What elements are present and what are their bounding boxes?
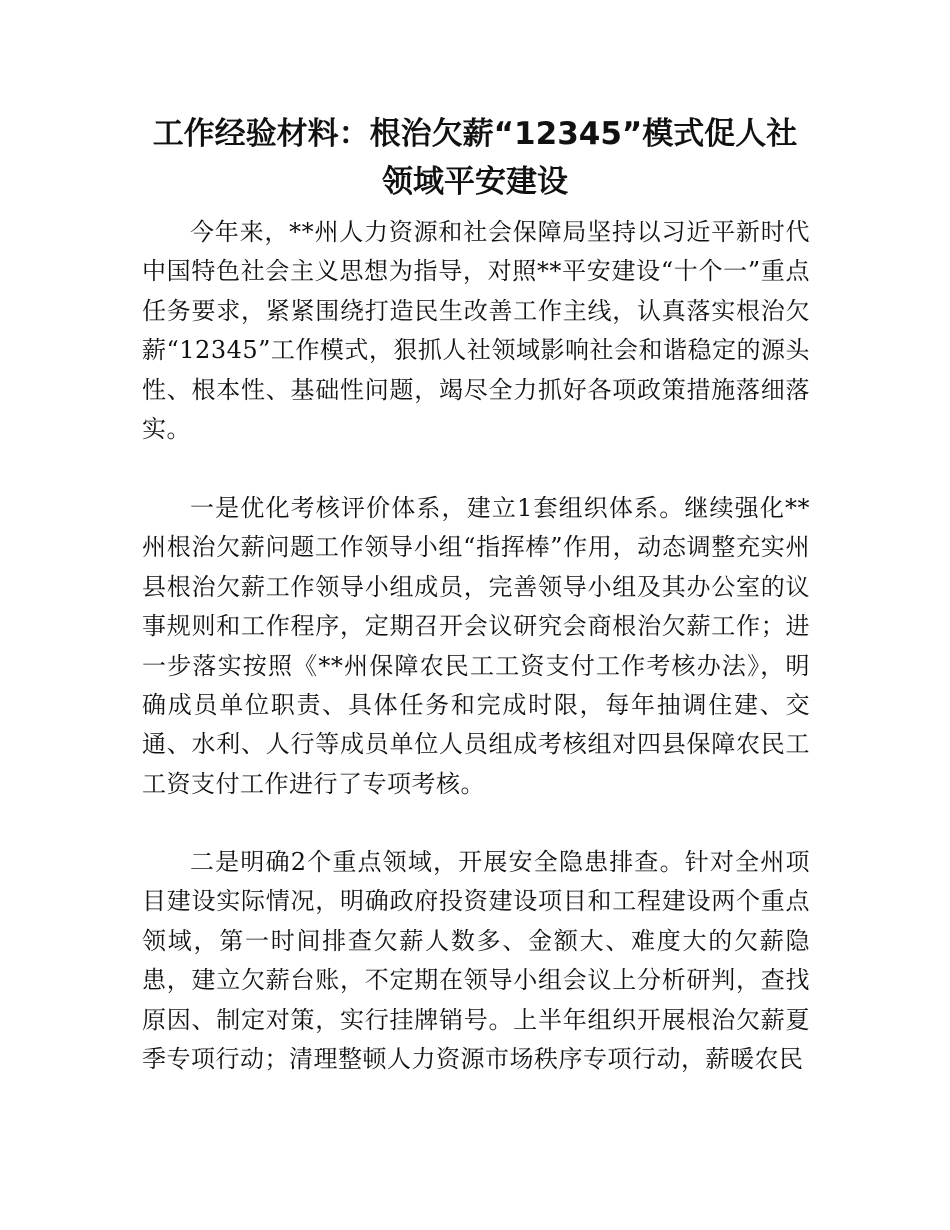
paragraph-key-areas: 二是明确2个重点领域，开展安全隐患排查。针对全州项目建设实际情况，明确政府投资建设项目和工程建设两个重点领域，第一时间排查欠薪人数多、金额大、难度大的欠薪隐患，建立欠薪台账，不定期在领导小组会议上分析研判，查找原因、制定对策，实行挂牌销号。上半年组织开展根治欠薪夏季专项行动；清理整顿人力资源市场秩序专项行动，薪暖农民 <box>142 848 810 1074</box>
paragraph-intro: 今年来，**州人力资源和社会保障局坚持以习近平新时代中国特色社会主义思想为指导，对照**平安建设“十个一”重点任务要求，紧紧围绕打造民生改善工作主线，认真落实根治欠薪“12345”工作模式，狠抓人社领域影响社会和谐稳定的源头性、根本性、基础性问题，竭尽全力抓好各项政策措施落细落实。 <box>142 218 810 444</box>
document-title: 工作经验材料：根治欠薪“12345”模式促人社领域平安建设 <box>152 116 798 200</box>
paragraph-organization-system: 一是优化考核评价体系，建立1套组织体系。继续强化**州根治欠薪问题工作领导小组“指挥棒”作用，动态调整充实州县根治欠薪工作领导小组成员，完善领导小组及其办公室的议事规则和工作程序，定期召开会议研究会商根治欠薪工作；进一步落实按照《**州保障农民工工资支付工作考核办法》，明确成员单位职责、具体任务和完成时限，每年抽调住建、交通、水利、人行等成员单位人员组成考核组对四县保障农民工工资支付工作进行了专项考核。 <box>142 494 810 798</box>
